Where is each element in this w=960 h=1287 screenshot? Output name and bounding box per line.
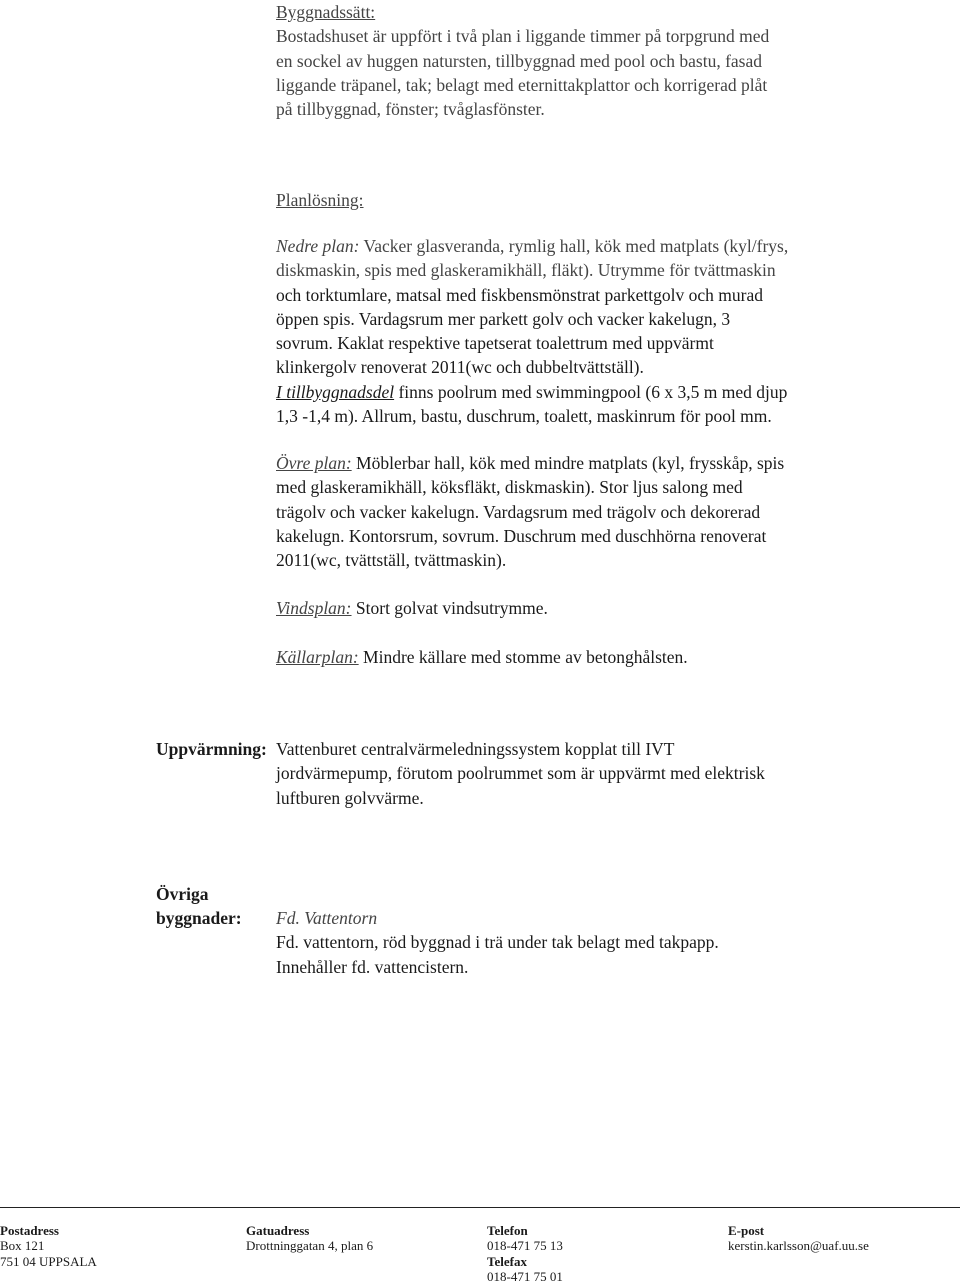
footer-value: 018-471 75 01 (487, 1269, 563, 1285)
uppvarmning-line: luftburen golvvärme. (276, 787, 424, 808)
ovriga-label-line: Övriga (156, 884, 209, 904)
byggnadssatt-heading: Byggnadssätt: (276, 2, 376, 22)
uppvarmning-line: Vattenburet centralvärmeledningssystem kopplat till IVT (276, 739, 675, 759)
kallarplan-paragraph (276, 645, 896, 669)
nedre-plan-paragraph (276, 234, 896, 428)
ovre-plan-line: Möblerbar hall, kök med mindre matplats (kyl, frysskåp, spis (351, 453, 785, 473)
nedre-plan-line: diskmaskin, spis med glaskeramikhäll, fläkt). Utrymme för tvättmaskin (276, 260, 776, 281)
byggnadssatt-section (276, 0, 896, 121)
footer-heading: Telefon (487, 1223, 528, 1238)
ovriga-line: Innehåller fd. vattencistern. (276, 956, 469, 977)
uppvarmning-label: Uppvärmning: (156, 739, 267, 759)
byggnadssatt-line: en sockel av huggen natursten, tillbyggnad med pool och bastu, fasad (276, 50, 762, 71)
byggnadssatt-line: Bostadshuset är uppfört i två plan i liggande timmer på torpgrund med (276, 26, 770, 47)
byggnadssatt-line: på tillbyggnad, fönster; tvåglasfönster. (276, 99, 545, 120)
footer-divider (0, 1207, 960, 1208)
footer-value: Drottninggatan 4, plan 6 (246, 1238, 374, 1254)
footer-heading: Postadress (0, 1223, 59, 1238)
uppvarmning-line: jordvärmepump, förutom poolrummet som är uppvärmt med elektrisk (276, 763, 765, 784)
footer-heading: E-post (728, 1223, 765, 1238)
ovre-plan-line: trägolv och vacker kakelugn. Vardagsrum med trägolv och dekorerad (276, 501, 761, 522)
byggnadssatt-line: liggande träpanel, tak; belagt med eternittakplattor och korrigerad plåt (276, 74, 768, 95)
planlosning-heading: Planlösning: (276, 190, 364, 210)
nedre-plan-line: öppen spis. Vardagsrum mer parkett golv och vacker kakelugn, 3 (276, 308, 731, 329)
kallarplan-label: Källarplan: (276, 647, 359, 667)
ovre-plan-label: Övre plan: (276, 453, 352, 473)
vindsplan-paragraph (276, 596, 896, 620)
email-link[interactable]: kerstin.karlsson@uaf.uu.se (728, 1238, 869, 1254)
nedre-plan-line: sovrum. Kaklat respektive tapetserat toalettrum med uppvärmt (276, 333, 714, 354)
ovriga-line: Fd. vattentorn, röd byggnad i trä under tak belagt med takpapp. (276, 932, 719, 953)
planlosning-section (276, 188, 896, 212)
tillbyggnad-line: finns poolrum med swimmingpool (6 x 3,5 m med djup (394, 381, 788, 402)
ovriga-subtitle: Fd. Vattentorn (276, 908, 378, 928)
ovriga-label (156, 882, 242, 931)
nedre-plan-label: Nedre plan: (276, 236, 360, 256)
ovre-plan-paragraph (276, 451, 896, 572)
footer-value: Box 121 (0, 1238, 45, 1254)
footer-telefon (487, 1223, 563, 1285)
footer-epost (728, 1223, 869, 1254)
ovriga-text (276, 906, 896, 979)
nedre-plan-line: Vacker glasveranda, rymlig hall, kök med matplats (kyl/frys, (359, 236, 789, 256)
tillbyggnad-label: I tillbyggnadsdel (276, 381, 395, 402)
uppvarmning-text (276, 737, 896, 810)
ovre-plan-line: 2011(wc, tvättställ, tvättmaskin). (276, 550, 507, 571)
vindsplan-text: Stort golvat vindsutrymme. (351, 598, 548, 618)
nedre-plan-line: klinkergolv renoverat 2011(wc och dubbeltvättställ). (276, 357, 644, 378)
tillbyggnad-line: 1,3 -1,4 m). Allrum, bastu, duschrum, toalett, maskinrum för pool mm. (276, 406, 772, 427)
ovre-plan-line: med glaskeramikhäll, köksfläkt, diskmaskin). Stor ljus salong med (276, 477, 743, 498)
footer-heading: Gatuadress (246, 1223, 310, 1238)
vindsplan-label: Vindsplan: (276, 598, 352, 618)
nedre-plan-line: och torktumlare, matsal med fiskbensmönstrat parkettgolv och murad (276, 284, 763, 305)
ovre-plan-line: kakelugn. Kontorsrum, sovrum. Duschrum med duschhörna renoverat (276, 525, 767, 546)
footer-postadress (0, 1223, 97, 1269)
footer-value: 751 04 UPPSALA (0, 1253, 97, 1269)
footer-heading: Telefax (487, 1253, 527, 1269)
ovriga-label-line: byggnader: (156, 908, 242, 929)
kallarplan-text: Mindre källare med stomme av betonghålsten. (358, 647, 688, 667)
footer-gatuadress (246, 1223, 373, 1254)
footer-value: 018-471 75 13 (487, 1238, 563, 1254)
page-footer (0, 1207, 960, 1287)
